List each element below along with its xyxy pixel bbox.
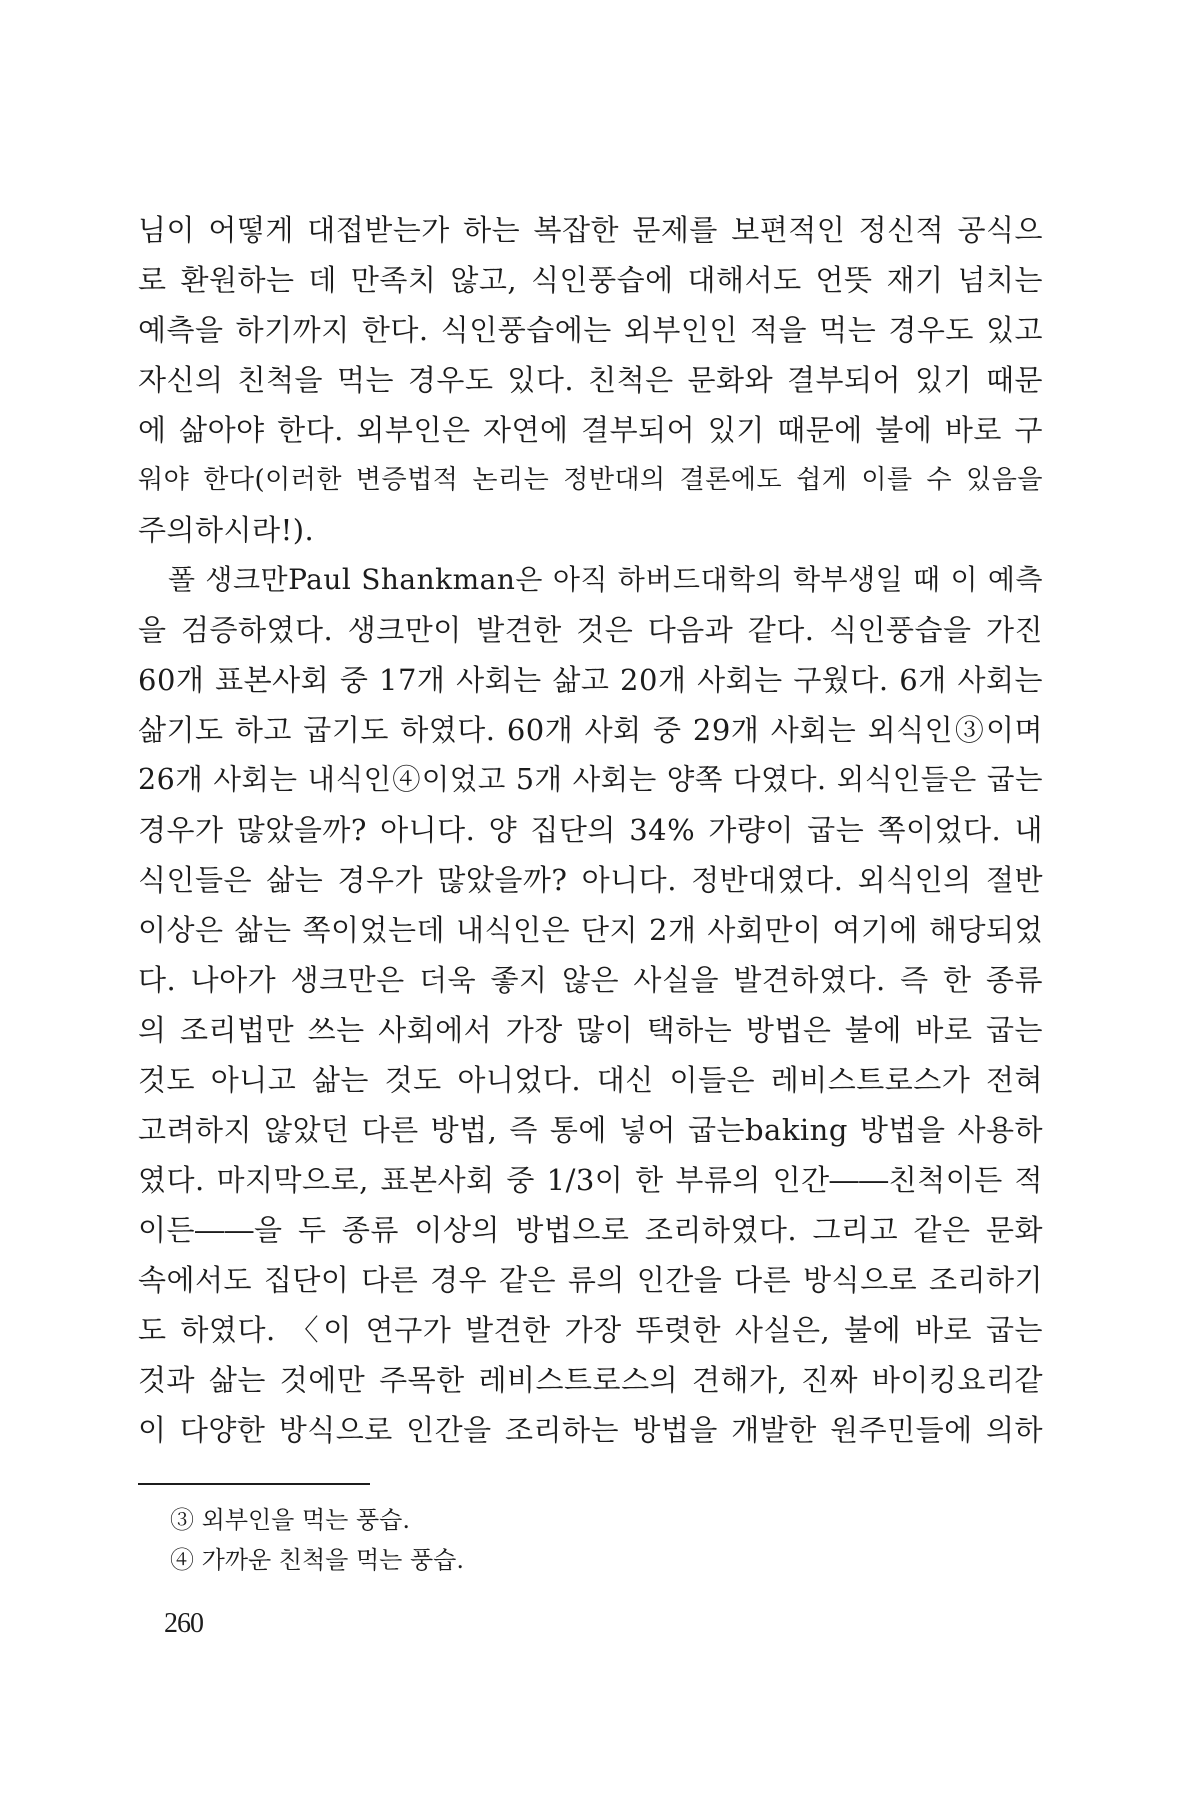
text-line: 로 환원하는 데 만족치 않고, 식인풍습에 대해서도 언뜻 재기 넘치는	[138, 263, 1043, 297]
body-text	[138, 205, 1043, 1455]
footnote-divider	[138, 1483, 370, 1485]
footnotes	[170, 1500, 870, 1580]
text-line: 것과 삶는 것에만 주목한 레비스트로스의 견해가, 진짜 바이킹요리같	[138, 1363, 1043, 1397]
text-line: 주의하시라!).	[138, 513, 315, 547]
text-line: 도 하였다. 〈이 연구가 발견한 가장 뚜렷한 사실은, 불에 바로 굽는	[138, 1313, 1043, 1347]
text-line: 식인들은 삶는 경우가 많았을까? 아니다. 정반대였다. 외식인의 절반	[138, 863, 1043, 897]
text-line: 의 조리법만 쓰는 사회에서 가장 많이 택하는 방법은 불에 바로 굽는	[138, 1013, 1043, 1047]
text-line: 에 삶아야 한다. 외부인은 자연에 결부되어 있기 때문에 불에 바로 구	[138, 413, 1043, 447]
page-number: 260	[164, 1608, 203, 1639]
text-line: 자신의 친척을 먹는 경우도 있다. 친척은 문화와 결부되어 있기 때문	[138, 363, 1043, 397]
footnote-3: ③ 외부인을 먹는 풍습.	[170, 1506, 410, 1534]
text-line: 폴 생크만Paul Shankman은 아직 하버드대학의 학부생일 때 이 예측	[168, 563, 1043, 596]
text-line: 예측을 하기까지 한다. 식인풍습에는 외부인인 적을 먹는 경우도 있고	[138, 313, 1043, 347]
footnote-4: ④ 가까운 친척을 먹는 풍습.	[170, 1546, 464, 1574]
text-line: 이상은 삶는 쪽이었는데 내식인은 단지 2개 사회만이 여기에 해당되었	[138, 913, 1043, 947]
text-line: 이 다양한 방식으로 인간을 조리하는 방법을 개발한 원주민들에 의하	[138, 1413, 1043, 1447]
text-line: 것도 아니고 삶는 것도 아니었다. 대신 이들은 레비스트로스가 전혀	[138, 1063, 1043, 1097]
text-line: 워야 한다(이러한 변증법적 논리는 정반대의 결론에도 쉽게 이를 수 있음을	[138, 465, 1043, 495]
text-line: 님이 어떻게 대접받는가 하는 복잡한 문제를 보편적인 정신적 공식으	[138, 213, 1043, 247]
text-line: 경우가 많았을까? 아니다. 양 집단의 34% 가량이 굽는 쪽이었다. 내	[138, 813, 1043, 847]
text-line: 였다. 마지막으로, 표본사회 중 1/3이 한 부류의 인간――친척이든 적	[138, 1163, 1043, 1197]
text-line: 60개 표본사회 중 17개 사회는 삶고 20개 사회는 구웠다. 6개 사회는	[138, 663, 1043, 697]
text-line: 이든――을 두 종류 이상의 방법으로 조리하였다. 그리고 같은 문화	[138, 1213, 1043, 1247]
text-line: 다. 나아가 생크만은 더욱 좋지 않은 사실을 발견하였다. 즉 한 종류	[138, 963, 1043, 997]
text-line: 을 검증하였다. 생크만이 발견한 것은 다음과 같다. 식인풍습을 가진	[138, 613, 1043, 647]
text-line: 26개 사회는 내식인④이었고 5개 사회는 양쪽 다였다. 외식인들은 굽는	[138, 763, 1043, 796]
text-line: 고려하지 않았던 다른 방법, 즉 통에 넣어 굽는baking 방법을 사용하	[138, 1113, 1043, 1147]
text-line: 삶기도 하고 굽기도 하였다. 60개 사회 중 29개 사회는 외식인③이며	[138, 713, 1043, 747]
text-line: 속에서도 집단이 다른 경우 같은 류의 인간을 다른 방식으로 조리하기	[138, 1263, 1043, 1297]
